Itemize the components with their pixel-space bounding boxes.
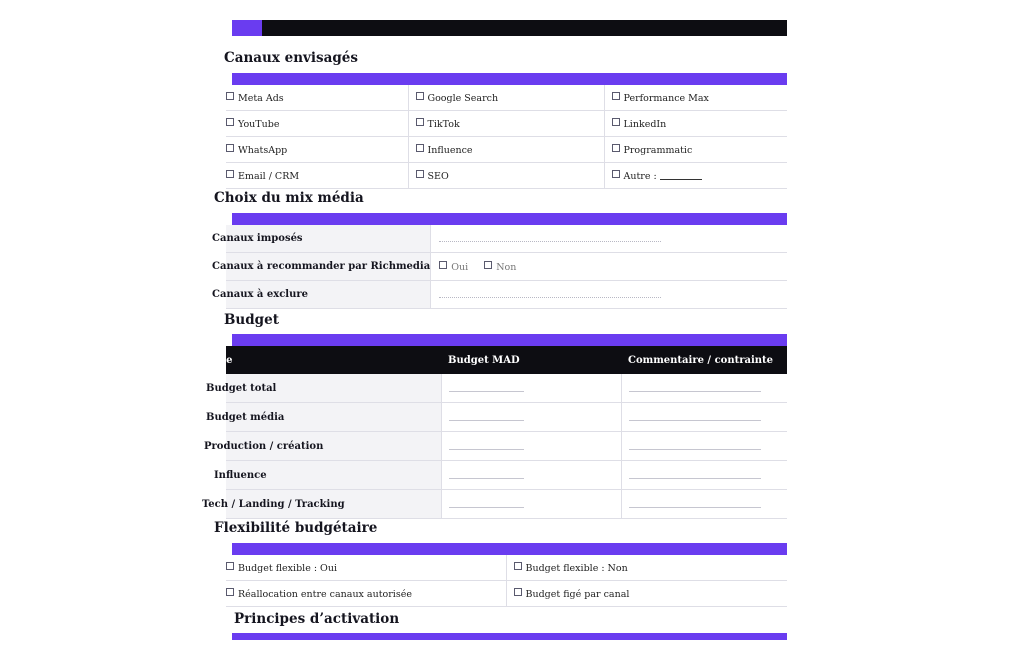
mix-label: Canaux à exclure: [226, 281, 431, 309]
channel-influence[interactable]: Influence: [408, 137, 604, 163]
checkbox[interactable]: [612, 144, 620, 152]
section-title-flex: Flexibilité budgétaire: [214, 520, 378, 536]
table-row: [226, 225, 787, 253]
table-row: [226, 490, 787, 519]
table-row: [226, 163, 787, 189]
channel-autre[interactable]: Autre :: [604, 163, 787, 189]
budget-label: Influence: [226, 461, 441, 490]
checkbox[interactable]: [514, 588, 522, 596]
mix-value-field[interactable]: [431, 225, 787, 253]
header-accent: [232, 20, 262, 36]
column-header: Poste: [226, 346, 441, 374]
channel-whatsapp[interactable]: WhatsApp: [226, 137, 408, 163]
channel-seo[interactable]: SEO: [408, 163, 604, 189]
checkbox[interactable]: [416, 92, 424, 100]
section-title-activation: Principes d’activation: [234, 611, 400, 627]
budget-comment-field[interactable]: [621, 374, 787, 403]
column-header: Budget MAD: [441, 346, 621, 374]
budget-label: Budget média: [226, 403, 441, 432]
checkbox[interactable]: [226, 588, 234, 596]
table-row: [226, 432, 787, 461]
table-row: [226, 581, 787, 607]
table-row: [226, 111, 787, 137]
section-title-mix: Choix du mix média: [214, 190, 364, 206]
budget-label: Tech / Landing / Tracking: [226, 490, 441, 519]
header-bar: [232, 20, 787, 36]
section-rule: [232, 633, 787, 640]
section-rule: [232, 213, 787, 225]
channel-email-crm[interactable]: Email / CRM: [226, 163, 408, 189]
checkbox[interactable]: [612, 170, 620, 178]
channel-linkedin[interactable]: LinkedIn: [604, 111, 787, 137]
channel-youtube[interactable]: YouTube: [226, 111, 408, 137]
checkbox[interactable]: [226, 144, 234, 152]
document-page: [202, 0, 787, 660]
budget-comment-field[interactable]: [621, 403, 787, 432]
budget-amount-field[interactable]: [441, 461, 621, 490]
mix-label: Canaux à recommander par Richmedia: [226, 253, 431, 281]
channel-performance-max[interactable]: Performance Max: [604, 85, 787, 111]
blank-line[interactable]: [660, 171, 702, 180]
section-title-budget: Budget: [224, 312, 279, 328]
checkbox[interactable]: [226, 92, 234, 100]
budget-amount-field[interactable]: [441, 432, 621, 461]
section-rule: [232, 334, 787, 346]
mix-table: [212, 225, 787, 309]
budget-amount-field[interactable]: [441, 490, 621, 519]
channels-table: [226, 85, 787, 189]
section-rule: [232, 543, 787, 555]
checkbox[interactable]: [514, 562, 522, 570]
checkbox[interactable]: [612, 92, 620, 100]
checkbox-non[interactable]: [484, 261, 492, 269]
channel-programmatic[interactable]: Programmatic: [604, 137, 787, 163]
checkbox[interactable]: [226, 562, 234, 570]
checkbox[interactable]: [416, 144, 424, 152]
checkbox[interactable]: [612, 118, 620, 126]
channel-google-search[interactable]: Google Search: [408, 85, 604, 111]
flex-option[interactable]: Budget flexible : Non: [506, 555, 787, 581]
budget-label: Production / création: [226, 432, 441, 461]
mix-oui-non: Oui Non: [431, 253, 787, 281]
budget-amount-field[interactable]: [441, 374, 621, 403]
flex-option[interactable]: Réallocation entre canaux autorisée: [226, 581, 506, 607]
checkbox[interactable]: [226, 170, 234, 178]
channel-tiktok[interactable]: TikTok: [408, 111, 604, 137]
table-row: [226, 281, 787, 309]
budget-table: [202, 346, 787, 519]
checkbox-oui[interactable]: [439, 261, 447, 269]
flex-option[interactable]: Budget figé par canal: [506, 581, 787, 607]
table-row: [226, 555, 787, 581]
table-row: [226, 85, 787, 111]
budget-comment-field[interactable]: [621, 461, 787, 490]
section-title-canaux: Canaux envisagés: [224, 50, 358, 66]
channel-meta-ads[interactable]: Meta Ads: [226, 85, 408, 111]
checkbox[interactable]: [416, 118, 424, 126]
column-header: Commentaire / contrainte: [621, 346, 787, 374]
checkbox[interactable]: [416, 170, 424, 178]
table-header-row: [226, 346, 787, 374]
flex-option[interactable]: Budget flexible : Oui: [226, 555, 506, 581]
mix-value-field[interactable]: [431, 281, 787, 309]
budget-comment-field[interactable]: [621, 432, 787, 461]
table-row: [226, 253, 787, 281]
section-rule: [232, 73, 787, 85]
table-row: [226, 137, 787, 163]
mix-label: Canaux imposés: [226, 225, 431, 253]
checkbox[interactable]: [226, 118, 234, 126]
flex-table: [226, 555, 787, 607]
budget-comment-field[interactable]: [621, 490, 787, 519]
table-row: [226, 374, 787, 403]
budget-label: Budget total: [226, 374, 441, 403]
table-row: [226, 461, 787, 490]
table-row: [226, 403, 787, 432]
budget-amount-field[interactable]: [441, 403, 621, 432]
